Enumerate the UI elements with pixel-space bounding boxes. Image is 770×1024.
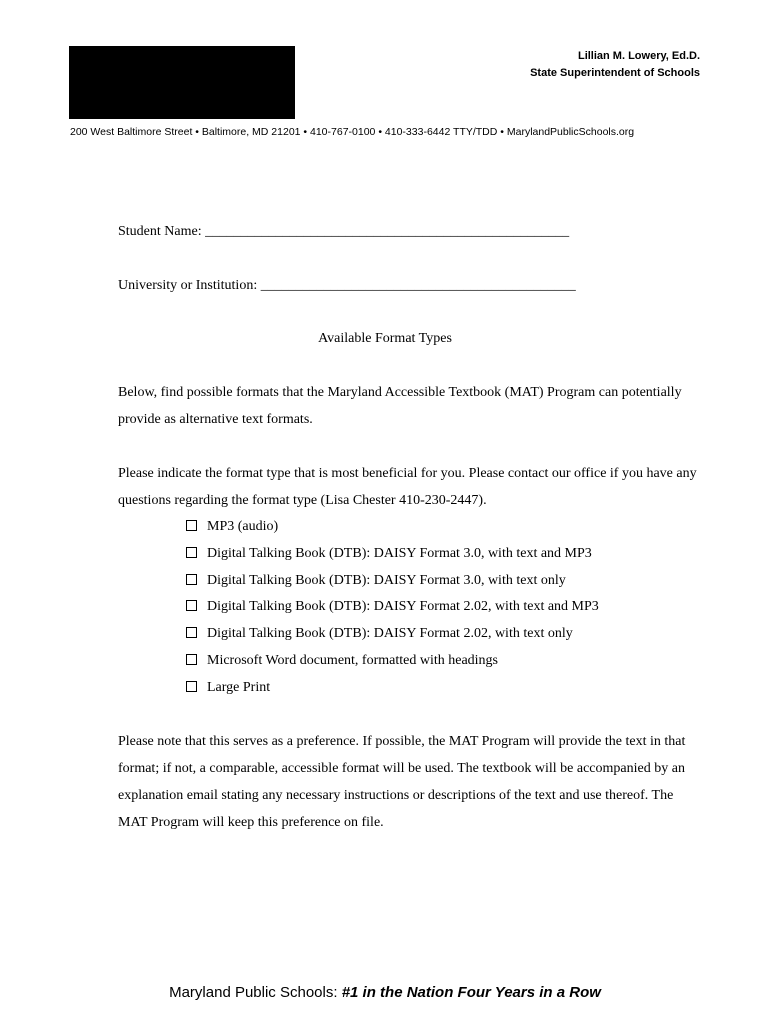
format-option-label: Large Print xyxy=(207,679,271,695)
superintendent-title: State Superintendent of Schools xyxy=(530,67,700,79)
format-option-label: Digital Talking Book (DTB): DAISY Format 3.0, with text only xyxy=(207,572,566,588)
format-option-label: MP3 (audio) xyxy=(207,519,279,534)
checkbox-icon[interactable] xyxy=(186,520,197,531)
format-option[interactable] xyxy=(186,541,599,568)
format-option-label: Microsoft Word document, formatted with headings xyxy=(207,652,498,668)
checkbox-icon[interactable] xyxy=(186,654,197,665)
signature-block xyxy=(530,48,700,82)
format-option-label: Digital Talking Book (DTB): DAISY Format 2.02, with text and MP3 xyxy=(207,599,599,615)
address-line: 200 West Baltimore Street • Baltimore, MD 21201 • 410-767-0100 • 410-333-6442 TTY/TDD • MarylandPublicSchools.org xyxy=(70,126,635,138)
intro-paragraph: Below, find possible formats that the Maryland Accessible Textbook (MAT) Program can potentially provide as alternative text formats. xyxy=(118,385,682,427)
checkbox-icon[interactable] xyxy=(186,574,197,585)
format-option[interactable] xyxy=(186,568,599,595)
format-option[interactable] xyxy=(186,675,599,702)
student-name-field[interactable]: Student Name: ____________________________________________________ xyxy=(118,224,570,239)
footer-prefix: Maryland Public Schools: xyxy=(169,984,342,1001)
format-option[interactable] xyxy=(186,514,599,541)
footer-slogan xyxy=(0,984,770,1001)
checkbox-icon[interactable] xyxy=(186,600,197,611)
redacted-logo xyxy=(69,46,295,119)
instruction-paragraph: Please indicate the format type that is most beneficial for you. Please contact our office if you have any questions regarding the format type (Lisa Chester 410-230-2447). xyxy=(118,466,697,508)
format-option-label: Digital Talking Book (DTB): DAISY Format 3.0, with text and MP3 xyxy=(207,545,592,561)
section-title: Available Format Types xyxy=(318,331,452,346)
institution-field[interactable]: University or Institution: _____________________________________________ xyxy=(118,278,576,293)
note-paragraph: Please note that this serves as a preference. If possible, the MAT Program will provide the text in that format; if not, a comparable, accessible format will be used. The textbook will be accompanied by an explanation email stating any necessary instructions or descriptions of the text and use thereof. The MAT Program will keep this preference on file. xyxy=(118,734,686,830)
superintendent-name: Lillian M. Lowery, Ed.D. xyxy=(577,50,700,62)
format-options-list xyxy=(186,514,599,702)
checkbox-icon[interactable] xyxy=(186,681,197,692)
checkbox-icon[interactable] xyxy=(186,547,197,558)
format-option-label: Digital Talking Book (DTB): DAISY Format 2.02, with text only xyxy=(207,626,573,642)
format-option[interactable] xyxy=(186,621,599,648)
footer-emphasis: #1 in the Nation Four Years in a Row xyxy=(341,984,601,1001)
format-option[interactable] xyxy=(186,648,599,675)
checkbox-icon[interactable] xyxy=(186,627,197,638)
format-option[interactable] xyxy=(186,594,599,621)
